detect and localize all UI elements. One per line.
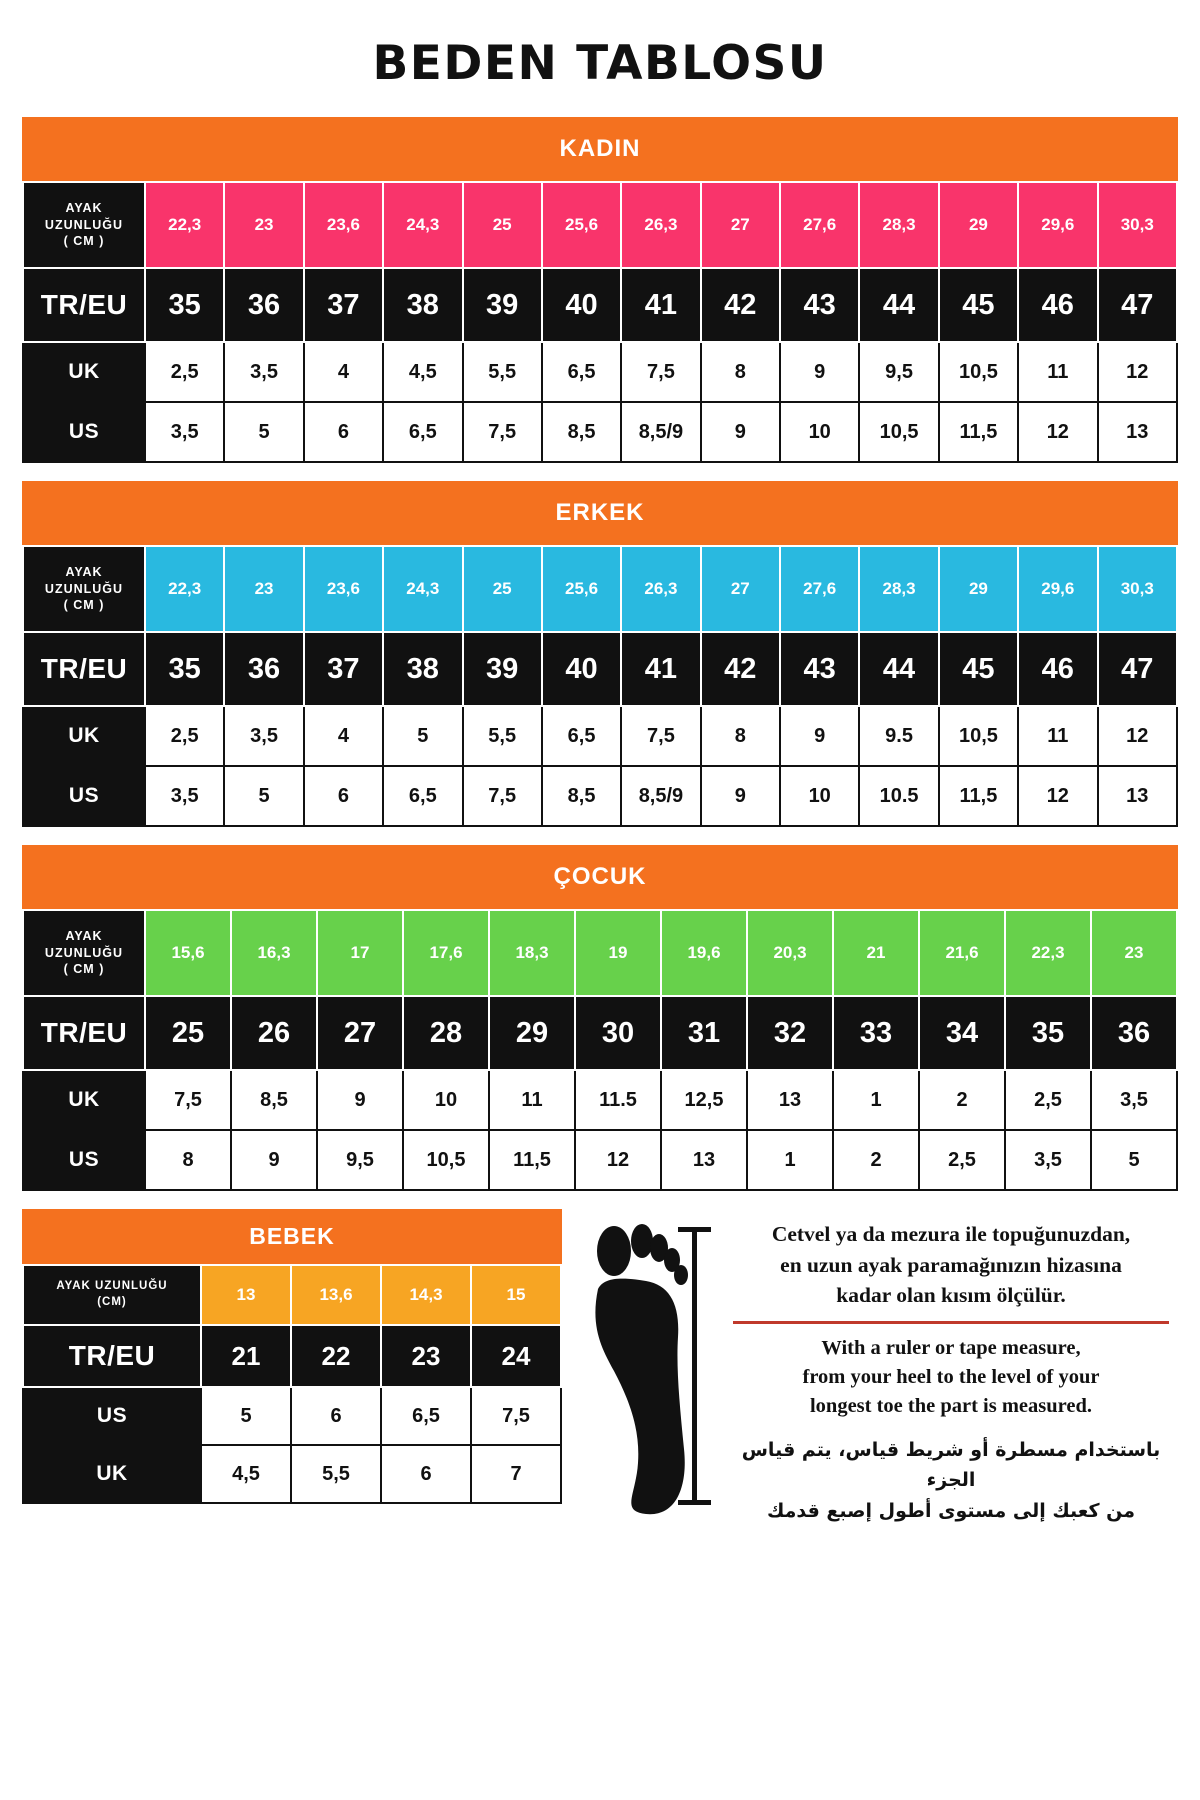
- row-label-cm: [23, 1265, 201, 1325]
- cell-eu: 41: [621, 268, 700, 342]
- cell-eu: 47: [1098, 268, 1178, 342]
- cell-eu: 24: [471, 1325, 561, 1387]
- cell-cm: 30,3: [1098, 182, 1178, 268]
- cell-us: 2: [833, 1130, 919, 1190]
- cell-cm: 25,6: [542, 182, 621, 268]
- cell-cm: 28,3: [859, 546, 938, 632]
- cell-uk: 9: [317, 1070, 403, 1130]
- cell-cm: 28,3: [859, 182, 938, 268]
- footprint-icon: [580, 1219, 710, 1519]
- cell-uk: 7,5: [621, 706, 700, 766]
- cell-us: 11,5: [939, 402, 1018, 462]
- cm-label-line3: ( CM ): [63, 962, 105, 977]
- cell-us: 13: [1098, 766, 1178, 826]
- cell-us: 6: [291, 1387, 381, 1445]
- cell-us: 10,5: [859, 402, 938, 462]
- cell-uk: 11: [1018, 706, 1097, 766]
- cell-eu: 25: [145, 996, 231, 1070]
- cell-cm: 13: [201, 1265, 291, 1325]
- cell-cm: 23,6: [304, 546, 383, 632]
- row-label-uk: UK: [23, 1445, 201, 1503]
- cell-eu: 32: [747, 996, 833, 1070]
- table-cocuk: [22, 909, 1178, 1191]
- cell-uk: 2,5: [1005, 1070, 1091, 1130]
- cell-cm: 13,6: [291, 1265, 381, 1325]
- cell-cm: 26,3: [621, 182, 700, 268]
- row-label-uk: UK: [23, 706, 145, 766]
- cell-us: 7,5: [471, 1387, 561, 1445]
- cell-eu: 44: [859, 632, 938, 706]
- row-uk-cocuk: [23, 1070, 1177, 1130]
- ruler-line: [692, 1227, 697, 1505]
- cell-eu: 33: [833, 996, 919, 1070]
- cell-eu: 28: [403, 996, 489, 1070]
- cell-uk: 7,5: [621, 342, 700, 402]
- cell-us: 3,5: [1005, 1130, 1091, 1190]
- row-label-us: US: [23, 766, 145, 826]
- cell-eu: 45: [939, 632, 1018, 706]
- cell-cm: 21,6: [919, 910, 1005, 996]
- cell-cm: 22,3: [1005, 910, 1091, 996]
- cell-uk: 8: [701, 706, 780, 766]
- cell-eu: 42: [701, 632, 780, 706]
- cell-uk: 9,5: [859, 342, 938, 402]
- cell-cm: 29,6: [1018, 182, 1097, 268]
- cell-cm: 29: [939, 546, 1018, 632]
- cell-cm: 24,3: [383, 546, 462, 632]
- cell-eu: 26: [231, 996, 317, 1070]
- row-cm-erkek: [23, 546, 1177, 632]
- cell-eu: 37: [304, 632, 383, 706]
- instruction-ar: [724, 1435, 1178, 1526]
- cell-uk: 8: [701, 342, 780, 402]
- cell-us: 10: [780, 766, 859, 826]
- cell-cm: 25,6: [542, 546, 621, 632]
- table-kadin: [22, 181, 1178, 463]
- row-uk-kadin: [23, 342, 1177, 402]
- cell-cm: 22,3: [145, 546, 224, 632]
- cell-eu: 44: [859, 268, 938, 342]
- cell-uk: 3,5: [1091, 1070, 1177, 1130]
- instruction-texts: [724, 1219, 1178, 1526]
- cell-uk: 9: [780, 342, 859, 402]
- cell-us: 12: [575, 1130, 661, 1190]
- cell-eu: 38: [383, 268, 462, 342]
- section-erkek: [22, 481, 1178, 827]
- row-uk-erkek: [23, 706, 1177, 766]
- cell-cm: 29,6: [1018, 546, 1097, 632]
- row-cm-kadin: [23, 182, 1177, 268]
- cell-uk: 4,5: [383, 342, 462, 402]
- cell-eu: 43: [780, 632, 859, 706]
- cell-us: 12: [1018, 402, 1097, 462]
- cell-eu: 47: [1098, 632, 1178, 706]
- cell-us: 1: [747, 1130, 833, 1190]
- cell-us: 11,5: [939, 766, 1018, 826]
- cm-label-line3: ( CM ): [63, 234, 105, 249]
- cell-uk: 13: [747, 1070, 833, 1130]
- cell-us: 9: [701, 402, 780, 462]
- cell-eu: 43: [780, 268, 859, 342]
- cell-us: 9: [231, 1130, 317, 1190]
- cm-label-line3: ( CM ): [63, 598, 105, 613]
- cell-us: 8,5: [542, 766, 621, 826]
- cell-cm: 24,3: [383, 182, 462, 268]
- cell-uk: 8,5: [231, 1070, 317, 1130]
- cell-us: 8,5/9: [621, 402, 700, 462]
- row-label-cm: [23, 182, 145, 268]
- cell-eu: 37: [304, 268, 383, 342]
- cell-us: 6,5: [381, 1387, 471, 1445]
- cell-us: 12: [1018, 766, 1097, 826]
- cm-label-line1: AYAK: [65, 564, 103, 579]
- cell-eu: 38: [383, 632, 462, 706]
- measure-instructions: [580, 1209, 1178, 1526]
- instruction-tr-line2: en uzun ayak paramağınızın hizasına: [780, 1252, 1122, 1277]
- row-eu-kadin: [23, 268, 1177, 342]
- cell-uk: 4,5: [201, 1445, 291, 1503]
- cell-cm: 26,3: [621, 546, 700, 632]
- cell-uk: 4: [304, 706, 383, 766]
- row-label-eu: TR/EU: [23, 632, 145, 706]
- cm-label-line2: UZUNLUĞU: [44, 581, 124, 596]
- row-label-uk: UK: [23, 1070, 145, 1130]
- cell-eu: 30: [575, 996, 661, 1070]
- cell-us: 8: [145, 1130, 231, 1190]
- cell-uk: 10,5: [939, 342, 1018, 402]
- cell-us: 2,5: [919, 1130, 1005, 1190]
- section-kadin: [22, 117, 1178, 463]
- cell-us: 8,5: [542, 402, 621, 462]
- cell-cm: 15: [471, 1265, 561, 1325]
- section-header-cocuk: ÇOCUK: [22, 845, 1178, 909]
- cell-eu: 22: [291, 1325, 381, 1387]
- cell-cm: 21: [833, 910, 919, 996]
- cell-eu: 36: [224, 268, 303, 342]
- cell-us: 11,5: [489, 1130, 575, 1190]
- cell-cm: 20,3: [747, 910, 833, 996]
- cell-cm: 19,6: [661, 910, 747, 996]
- cell-eu: 39: [463, 268, 542, 342]
- row-label-us: US: [23, 402, 145, 462]
- cell-us: 5: [224, 402, 303, 462]
- instruction-tr-line1: Cetvel ya da mezura ile topuğunuzdan,: [771, 1222, 1131, 1246]
- page-title: BEDEN TABLOSU: [372, 36, 828, 91]
- cell-us: 7,5: [463, 766, 542, 826]
- instruction-ar-line1: باستخدام مسطرة أو شريط قياس، يتم قياس الجزء: [741, 1438, 1161, 1492]
- cell-eu: 27: [317, 996, 403, 1070]
- cell-us: 5: [201, 1387, 291, 1445]
- cell-uk: 2,5: [145, 342, 224, 402]
- cell-cm: 27,6: [780, 182, 859, 268]
- cell-uk: 5,5: [463, 342, 542, 402]
- cell-cm: 18,3: [489, 910, 575, 996]
- cell-eu: 40: [542, 268, 621, 342]
- row-label-us: US: [23, 1130, 145, 1190]
- section-cocuk: [22, 845, 1178, 1191]
- cell-uk: 2,5: [145, 706, 224, 766]
- instruction-en-line1: With a ruler or tape measure,: [821, 1336, 1081, 1359]
- row-label-eu: TR/EU: [23, 996, 145, 1070]
- cell-eu: 39: [463, 632, 542, 706]
- row-label-eu: TR/EU: [23, 268, 145, 342]
- cell-us: 10,5: [403, 1130, 489, 1190]
- row-us-erkek: [23, 766, 1177, 826]
- cell-eu: 35: [1005, 996, 1091, 1070]
- cell-us: 13: [661, 1130, 747, 1190]
- cell-eu: 46: [1018, 632, 1097, 706]
- cell-eu: 45: [939, 268, 1018, 342]
- instruction-tr: [724, 1219, 1178, 1311]
- cell-cm: 17,6: [403, 910, 489, 996]
- cell-uk: 3,5: [224, 706, 303, 766]
- cell-eu: 31: [661, 996, 747, 1070]
- cell-eu: 36: [224, 632, 303, 706]
- cell-us: 9,5: [317, 1130, 403, 1190]
- cell-us: 10.5: [859, 766, 938, 826]
- cell-uk: 5: [383, 706, 462, 766]
- cell-uk: 3,5: [224, 342, 303, 402]
- cell-eu: 36: [1091, 996, 1177, 1070]
- row-us-cocuk: [23, 1130, 1177, 1190]
- cell-uk: 11: [1018, 342, 1097, 402]
- row-eu-cocuk: [23, 996, 1177, 1070]
- row-us-kadin: [23, 402, 1177, 462]
- row-label-us: US: [23, 1387, 201, 1445]
- cell-eu: 41: [621, 632, 700, 706]
- cell-eu: 29: [489, 996, 575, 1070]
- cell-us: 7,5: [463, 402, 542, 462]
- row-cm-cocuk: [23, 910, 1177, 996]
- cell-uk: 9.5: [859, 706, 938, 766]
- cell-us: 5: [224, 766, 303, 826]
- text-divider: [733, 1321, 1169, 1324]
- row-label-eu: TR/EU: [23, 1325, 201, 1387]
- cell-uk: 12: [1098, 706, 1178, 766]
- cell-cm: 23: [224, 182, 303, 268]
- cell-uk: 2: [919, 1070, 1005, 1130]
- row-label-uk: UK: [23, 342, 145, 402]
- cell-us: 5: [1091, 1130, 1177, 1190]
- row-eu-bebek: [23, 1325, 561, 1387]
- footprint-shape: [580, 1219, 710, 1519]
- cm-label-line1: AYAK: [65, 200, 103, 215]
- cell-cm: 23: [1091, 910, 1177, 996]
- cell-uk: 7: [471, 1445, 561, 1503]
- instruction-ar-line2: من كعبك إلى مستوى أطول إصبع قدمك: [766, 1499, 1136, 1522]
- row-cm-bebek: [23, 1265, 561, 1325]
- cell-uk: 10: [403, 1070, 489, 1130]
- cell-cm: 27: [701, 182, 780, 268]
- cell-uk: 1: [833, 1070, 919, 1130]
- section-header-erkek: ERKEK: [22, 481, 1178, 545]
- cell-uk: 6,5: [542, 706, 621, 766]
- instruction-en-line2: from your heel to the level of your: [802, 1365, 1100, 1388]
- cell-cm: 17: [317, 910, 403, 996]
- cm-label-line2: UZUNLUĞU: [44, 217, 124, 232]
- section-header-kadin: KADIN: [22, 117, 1178, 181]
- cell-us: 3,5: [145, 766, 224, 826]
- cell-uk: 11: [489, 1070, 575, 1130]
- cm-label-line2: (CM): [97, 1296, 127, 1308]
- cell-uk: 12,5: [661, 1070, 747, 1130]
- bottom-area: [22, 1209, 1178, 1526]
- cell-uk: 5,5: [463, 706, 542, 766]
- cm-label-line1: AYAK: [65, 928, 103, 943]
- section-bebek: [22, 1209, 562, 1504]
- cm-label-line1: AYAK UZUNLUĞU: [56, 1280, 168, 1293]
- cell-uk: 6: [381, 1445, 471, 1503]
- cell-uk: 5,5: [291, 1445, 381, 1503]
- cell-eu: 23: [381, 1325, 471, 1387]
- cell-uk: 6,5: [542, 342, 621, 402]
- cell-cm: 27,6: [780, 546, 859, 632]
- cell-eu: 35: [145, 268, 224, 342]
- row-eu-erkek: [23, 632, 1177, 706]
- cell-eu: 35: [145, 632, 224, 706]
- cell-cm: 14,3: [381, 1265, 471, 1325]
- cell-cm: 25: [463, 546, 542, 632]
- cell-us: 6: [304, 766, 383, 826]
- cell-cm: 29: [939, 182, 1018, 268]
- cell-us: 3,5: [145, 402, 224, 462]
- cell-eu: 42: [701, 268, 780, 342]
- cell-us: 9: [701, 766, 780, 826]
- cell-cm: 25: [463, 182, 542, 268]
- cell-uk: 12: [1098, 342, 1178, 402]
- cell-cm: 19: [575, 910, 661, 996]
- cell-us: 6,5: [383, 402, 462, 462]
- cell-cm: 16,3: [231, 910, 317, 996]
- cell-uk: 11.5: [575, 1070, 661, 1130]
- instruction-en: [724, 1334, 1178, 1421]
- cell-cm: 15,6: [145, 910, 231, 996]
- cell-uk: 7,5: [145, 1070, 231, 1130]
- row-label-cm: [23, 910, 145, 996]
- cell-us: 13: [1098, 402, 1178, 462]
- section-header-bebek: BEBEK: [22, 1209, 562, 1264]
- row-uk-bebek: [23, 1445, 561, 1503]
- table-erkek: [22, 545, 1178, 827]
- cm-label-line2: UZUNLUĞU: [44, 945, 124, 960]
- instruction-tr-line3: kadar olan kısım ölçülür.: [836, 1283, 1066, 1308]
- row-label-cm: [23, 546, 145, 632]
- cell-us: 10: [780, 402, 859, 462]
- instruction-en-line3: longest toe the part is measured.: [809, 1394, 1093, 1417]
- cell-us: 6,5: [383, 766, 462, 826]
- cell-uk: 4: [304, 342, 383, 402]
- cell-eu: 46: [1018, 268, 1097, 342]
- cell-cm: 27: [701, 546, 780, 632]
- cell-us: 6: [304, 402, 383, 462]
- cell-eu: 34: [919, 996, 1005, 1070]
- cell-us: 8,5/9: [621, 766, 700, 826]
- cell-cm: 23: [224, 546, 303, 632]
- cell-uk: 9: [780, 706, 859, 766]
- cell-cm: 30,3: [1098, 546, 1178, 632]
- table-bebek: [22, 1264, 562, 1504]
- cell-eu: 40: [542, 632, 621, 706]
- cell-uk: 10,5: [939, 706, 1018, 766]
- row-us-bebek: [23, 1387, 561, 1445]
- cell-cm: 23,6: [304, 182, 383, 268]
- cell-eu: 21: [201, 1325, 291, 1387]
- cell-cm: 22,3: [145, 182, 224, 268]
